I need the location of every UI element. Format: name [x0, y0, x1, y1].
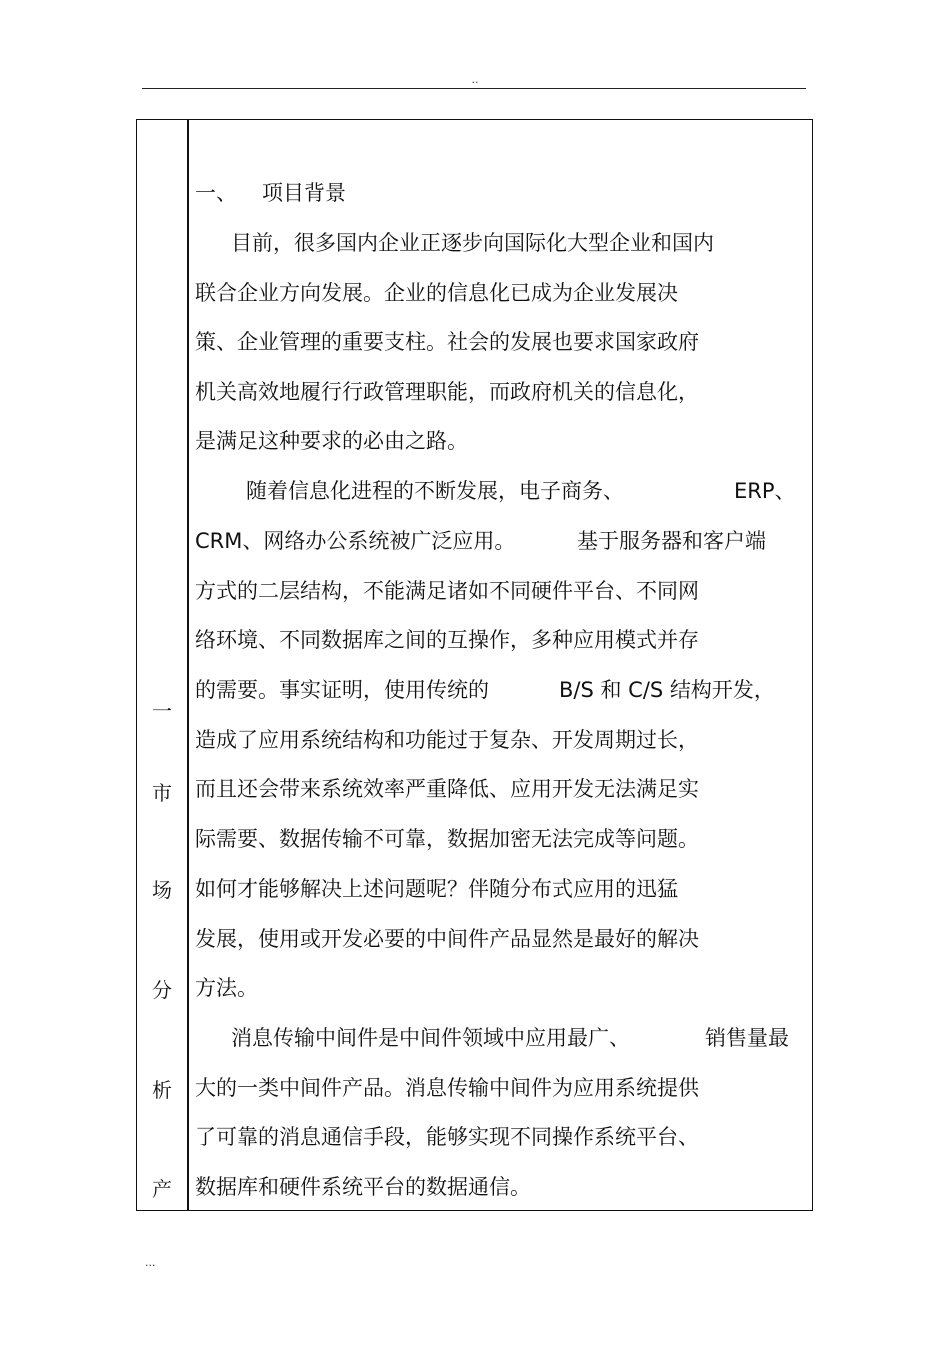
side-label-char: 市 — [152, 781, 172, 805]
content-table — [136, 119, 813, 1211]
paragraph-line: 策、企业管理的重要支柱。社会的发展也要求国家政府 — [195, 330, 699, 354]
paragraph-line: 消息传输中间件是中间件领域中应用最广、 — [231, 1026, 630, 1050]
side-label-char: 分 — [152, 978, 172, 1002]
section-number: 一、 — [195, 181, 237, 205]
section-title: 项目背景 — [262, 181, 346, 205]
paragraph-line: 的需要。事实证明，使用传统的 — [195, 678, 489, 702]
paragraph-line: 际需要、数据传输不可靠，数据加密无法完成等问题。 — [195, 827, 699, 851]
paragraph-line: 大的一类中间件产品。消息传输中间件为应用系统提供 — [195, 1076, 699, 1100]
paragraph-line: 销售量最 — [705, 1026, 789, 1050]
paragraph-line: 基于服务器和客户端 — [577, 529, 766, 553]
paragraph-line: 随着信息化进程的不断发展，电子商务、 — [246, 479, 624, 503]
footer-mark: ... — [145, 1256, 156, 1269]
paragraph-line: 数据库和硬件系统平台的数据通信。 — [195, 1175, 531, 1199]
side-label-char: 析 — [152, 1078, 172, 1102]
paragraph-line: 机关高效地履行行政管理职能，而政府机关的信息化， — [195, 380, 699, 404]
paragraph-line: 方式的二层结构，不能满足诸如不同硬件平台、不同网 — [195, 579, 699, 603]
paragraph-line: 而且还会带来系统效率严重降低、应用开发无法满足实 — [195, 777, 699, 801]
paragraph-line: B/S 和 C/S 结构开发， — [559, 678, 775, 702]
side-label-char: 产 — [152, 1177, 172, 1201]
paragraph-line: 发展，使用或开发必要的中间件产品显然是最好的解决 — [195, 927, 699, 951]
side-label-char: 场 — [152, 878, 172, 902]
header-rule — [142, 88, 806, 89]
paragraph-line: 如何才能够解决上述问题呢？伴随分布式应用的迅猛 — [195, 877, 678, 901]
paragraph-line: 络环境、不同数据库之间的互操作，多种应用模式并存 — [195, 628, 699, 652]
column-divider — [187, 120, 189, 1210]
paragraph-line: 方法。 — [195, 976, 258, 1000]
header-mark: .. — [471, 73, 479, 86]
paragraph-line: CRM、网络办公系统被广泛应用。 — [195, 529, 516, 553]
side-label-char: 一 — [152, 699, 172, 723]
paragraph-line: 造成了应用系统结构和功能过于复杂、开发周期过长， — [195, 728, 699, 752]
paragraph-line: 是满足这种要求的必由之路。 — [195, 429, 468, 453]
paragraph-line: 目前，很多国内企业正逐步向国际化大型企业和国内 — [231, 231, 714, 255]
paragraph-line: 了可靠的消息通信手段，能够实现不同操作系统平台、 — [195, 1125, 699, 1149]
paragraph-line: ERP、 — [734, 479, 796, 503]
paragraph-line: 联合企业方向发展。企业的信息化已成为企业发展决 — [195, 281, 678, 305]
